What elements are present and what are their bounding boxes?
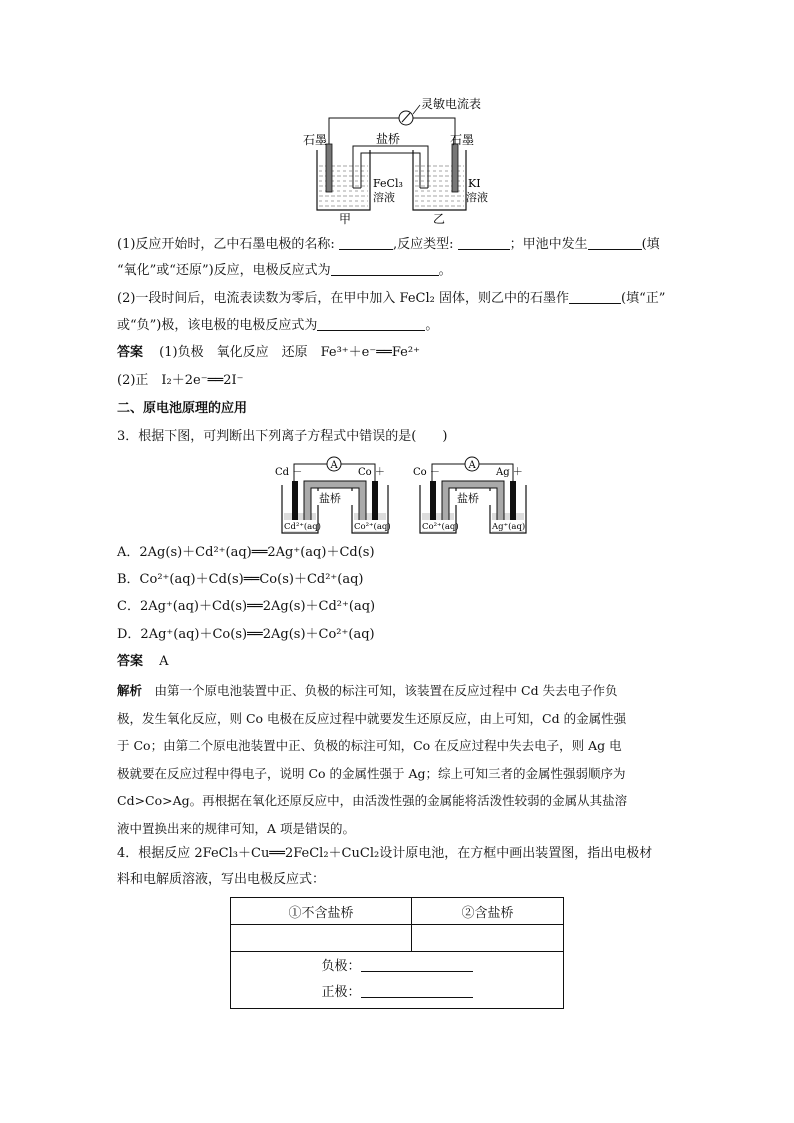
q1-blank-electrode-equation[interactable] bbox=[331, 262, 439, 276]
q2-text-b: (填“正” bbox=[621, 291, 666, 306]
q1-text-e: “氧化”或“还原”)反应，电极反应式为 bbox=[117, 263, 331, 278]
q2-blank-electrode-equation[interactable] bbox=[317, 317, 425, 331]
q1-text-c: ；甲池中发生 bbox=[509, 237, 588, 252]
left-cell-label: 甲 bbox=[339, 212, 352, 226]
salt-bridge-label: 盐桥 bbox=[319, 492, 341, 505]
q3-answer-line bbox=[117, 653, 169, 671]
ammeter-label: A bbox=[468, 460, 476, 471]
q3-option-c[interactable]: C．2Ag⁺(aq)＋Cd(s)══2Ag(s)＋Cd²⁺(aq) bbox=[117, 599, 376, 614]
cd-electrode bbox=[292, 481, 298, 523]
cd-solution-label: Cd²⁺(aq) bbox=[284, 522, 321, 532]
q1-part1-line2 bbox=[117, 262, 452, 280]
q2-blank-pos-neg[interactable] bbox=[569, 290, 621, 304]
cd-negative-label: Cd － bbox=[275, 467, 303, 478]
drawing-box-with-salt-bridge[interactable] bbox=[412, 925, 564, 952]
right-cell-label: 乙 bbox=[433, 212, 446, 226]
left-graphite-electrode bbox=[326, 144, 332, 192]
analysis-text-1: 由第一个原电池装置中正、负极的标注可知，该装置在反应过程中 Cd 失去电子作负 bbox=[154, 683, 618, 698]
salt-bridge-label: 盐桥 bbox=[457, 492, 479, 505]
figure-1-galvanic-cell bbox=[300, 92, 510, 227]
q3-option-a[interactable]: A．2Ag(s)＋Cd²⁺(aq)══2Ag⁺(aq)＋Cd(s) bbox=[117, 545, 375, 560]
q1-text-b: ,反应类型: bbox=[392, 237, 454, 252]
cell-cd-co bbox=[275, 457, 391, 533]
q3-answer: A bbox=[159, 654, 169, 669]
analysis-line-6: 液中置换出来的规律可知，A 项是错误的。 bbox=[117, 820, 356, 836]
analysis-line-3: 于 Co；由第二个原电池装置中正、负极的标注可知，Co 在反应过程中失去电子，则 Ag 电 bbox=[117, 738, 622, 753]
figure-1-svg bbox=[300, 92, 510, 227]
q1-blank-reaction-type[interactable] bbox=[458, 236, 510, 250]
analysis-line-4: 极就要在反应过程中得电子，说明 Co 的金属性强于 Ag；综上可知三者的金属性强弱顺序为 bbox=[117, 765, 626, 781]
q1-text-a: (1)反应开始时，乙中石墨电极的名称: bbox=[117, 237, 335, 252]
left-solution-word: 溶液 bbox=[373, 191, 395, 204]
co-solution-label: Co²⁺(aq) bbox=[422, 522, 459, 532]
wire-right bbox=[412, 118, 455, 144]
q3-option-d[interactable]: D．2Ag⁺(aq)＋Co(s)══2Ag(s)＋Co²⁺(aq) bbox=[117, 627, 375, 642]
right-solution-word: 溶液 bbox=[466, 191, 488, 204]
positive-electrode-blank[interactable] bbox=[361, 984, 473, 998]
analysis-line-5: Cd>Co>Ag。再根据在氧化还原反应中，由活泼性强的金属能将活泼性较弱的金属从其盐溶 bbox=[117, 793, 628, 808]
analysis-line-2: 极，发生氧化反应，则 Co 电极在反应过程中就要发生还原反应，由上可知，Cd 的金属性强 bbox=[117, 710, 627, 726]
analysis-line-1 bbox=[117, 677, 677, 705]
ag-electrode bbox=[510, 481, 516, 523]
co-positive-label: Co ＋ bbox=[358, 467, 385, 478]
section-2-title: 二、原电池原理的应用 bbox=[117, 401, 248, 416]
col-with-salt-bridge: ②含盐桥 bbox=[412, 898, 564, 925]
q3-stem: 3．根据下图，可判断出下列离子方程式中错误的是( ) bbox=[117, 429, 448, 444]
q1-answer-line2 bbox=[117, 372, 244, 390]
q1-text-d: (填 bbox=[641, 237, 660, 252]
col-no-salt-bridge: ①不含盐桥 bbox=[231, 898, 412, 925]
answer-label: 答案 bbox=[117, 345, 144, 360]
q1-answer-2: (2)正 I₂＋2e⁻══2I⁻ bbox=[117, 373, 244, 388]
drawing-box-no-salt-bridge[interactable] bbox=[231, 925, 412, 952]
q1-text-f: 。 bbox=[438, 263, 452, 278]
analysis-label: 解析 bbox=[117, 683, 143, 698]
negative-electrode-label: 负极： bbox=[321, 959, 361, 974]
q1-part1-line1 bbox=[117, 236, 660, 254]
co-negative-label: Co － bbox=[413, 467, 440, 478]
left-electrode-label: 石墨 bbox=[303, 133, 328, 147]
q1-part2-line2 bbox=[117, 317, 438, 335]
figure-3-cells bbox=[272, 453, 532, 537]
negative-electrode-row bbox=[231, 952, 563, 980]
q4-stem-line2: 料和电解质溶液，写出电极反应式： bbox=[117, 872, 326, 887]
cell-co-ag bbox=[413, 457, 526, 533]
salt-bridge-label: 盐桥 bbox=[376, 132, 401, 146]
meter-label-leader bbox=[413, 105, 420, 114]
ag-solution-label: Ag⁺(aq) bbox=[492, 522, 526, 532]
q2-text-d: 。 bbox=[425, 318, 439, 333]
negative-electrode-blank[interactable] bbox=[361, 958, 473, 972]
ammeter-label: A bbox=[330, 460, 338, 471]
q1-answer-line1 bbox=[117, 344, 420, 362]
meter-label: 灵敏电流表 bbox=[421, 97, 482, 111]
positive-electrode-row bbox=[231, 980, 563, 1008]
ag-positive-label: Ag ＋ bbox=[496, 467, 523, 478]
positive-electrode-label: 正极： bbox=[321, 985, 361, 1000]
electrode-equations-box bbox=[231, 952, 564, 1009]
co-electrode bbox=[372, 481, 378, 523]
right-graphite-electrode bbox=[452, 144, 458, 192]
left-solution-formula: FeCl₃ bbox=[373, 177, 403, 190]
q3-option-b[interactable]: B．Co²⁺(aq)＋Cd(s)══Co(s)＋Cd²⁺(aq) bbox=[117, 572, 364, 587]
figure-3-svg bbox=[272, 453, 532, 537]
q1-answer-1: (1)负极 氧化反应 还原 Fe³⁺＋e⁻══Fe²⁺ bbox=[159, 345, 420, 360]
q1-blank-oxidation-reduction[interactable] bbox=[588, 236, 642, 250]
co-electrode bbox=[430, 481, 436, 523]
q2-text-a: (2)一段时间后，电流表读数为零后，在甲中加入 FeCl₂ 固体，则乙中的石墨作 bbox=[117, 291, 569, 306]
right-solution-formula: KI bbox=[468, 177, 481, 190]
co-solution-label: Co²⁺(aq) bbox=[354, 522, 391, 532]
q1-blank-electrode-name[interactable] bbox=[339, 236, 393, 250]
q3-analysis bbox=[117, 677, 677, 842]
q1-part2-line1 bbox=[117, 290, 665, 308]
q4-answer-frame bbox=[230, 897, 564, 1009]
answer-label: 答案 bbox=[117, 654, 144, 669]
right-electrode-label: 石墨 bbox=[450, 133, 475, 147]
q4-stem-line1: 4．根据反应 2FeCl₃＋Cu══2FeCl₂＋CuCl₂设计原电池，在方框中画出装置图，指出电极材 bbox=[117, 846, 653, 861]
q2-text-c: 或“负”)极，该电极的电极反应式为 bbox=[117, 318, 318, 333]
